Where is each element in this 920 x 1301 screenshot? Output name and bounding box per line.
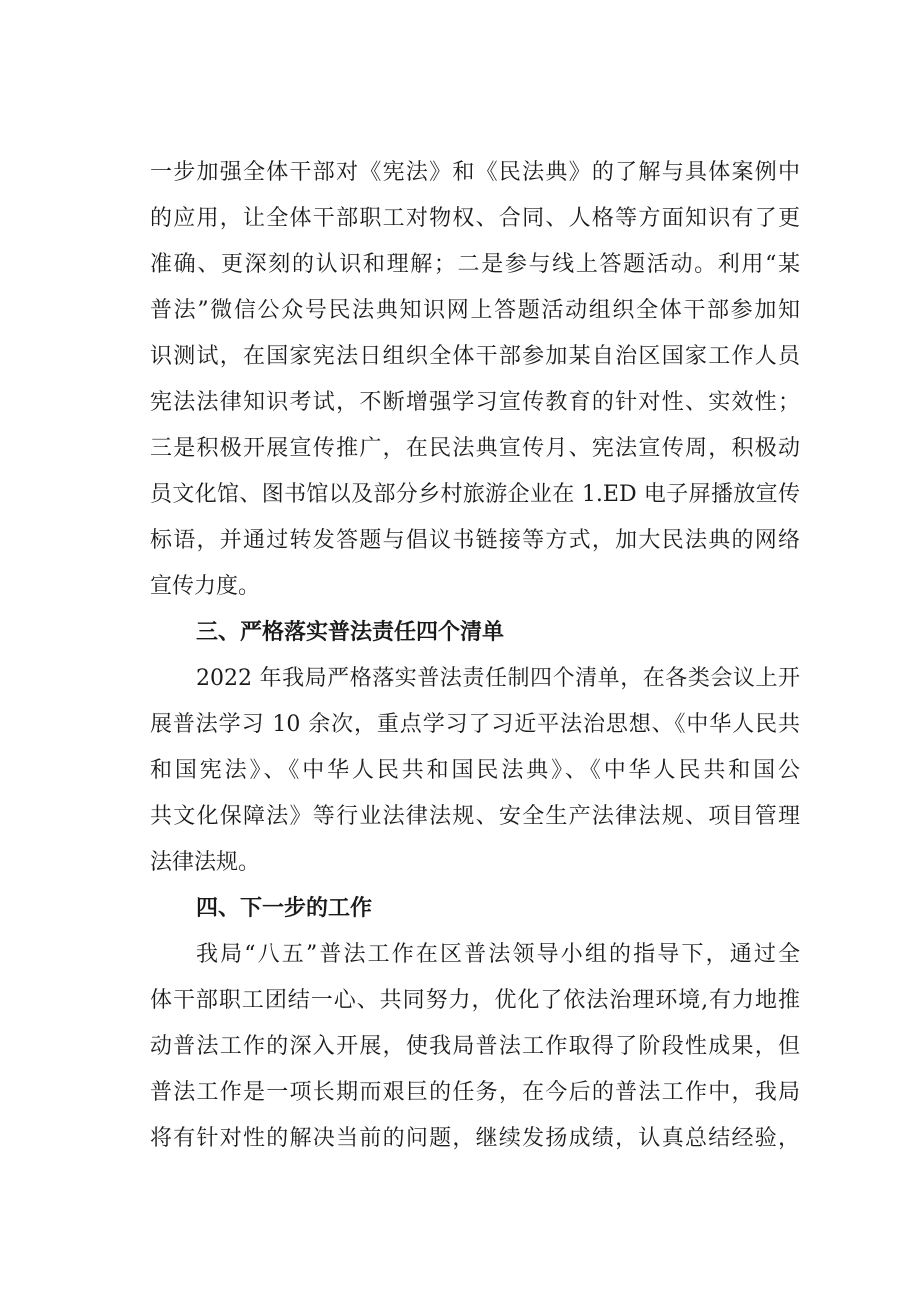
text-line: 的应用，让全体干部职工对物权、合同、人格等方面知识有了更 [150, 206, 800, 231]
text-line: 体干部职工团结一心、共同努力，优化了依法治理环境,有力地推 [150, 988, 800, 1013]
text-line: 和国宪法》、《中华人民共和国民法典》、《中华人民共和国公 [150, 758, 800, 783]
paragraph-four-lists [150, 656, 800, 886]
text-line: 普法工作是一项长期而艰巨的任务，在今后的普法工作中，我局 [150, 1080, 800, 1105]
text-line: 动普法工作的深入开展，使我局普法工作取得了阶段性成果，但 [150, 1034, 800, 1059]
text-line: 员文化馆、图书馆以及部分乡村旅游企业在 1.ED 电子屏播放宣传 [150, 482, 800, 507]
text-line: 宣传力度。 [150, 574, 261, 599]
text-line: 准确、更深刻的认识和理解；二是参与线上答题活动。利用“某 [150, 252, 800, 277]
text-line: 将有针对性的解决当前的问题，继续发扬成绩，认真总结经验， [150, 1126, 800, 1151]
text-line: 共文化保障法》等行业法律法规、安全生产法律法规、项目管理 [150, 804, 800, 829]
text-line: 我局“八五”普法工作在区普法领导小组的指导下，通过全 [196, 942, 800, 967]
text-line: 识测试，在国家宪法日组织全体干部参加某自治区国家工作人员 [150, 344, 800, 369]
section-heading-3: 三、严格落实普法责任四个清单 [196, 620, 505, 645]
text-line: 标语，并通过转发答题与倡议书链接等方式，加大民法典的网络 [150, 528, 800, 553]
text-line: 2022 年我局严格落实普法责任制四个清单，在各类会议上开 [196, 666, 800, 691]
paragraph-next-steps [150, 932, 800, 1162]
paragraph-publicity-activities [150, 150, 800, 610]
text-line: 三是积极开展宣传推广，在民法典宣传月、宪法宣传周，积极动 [150, 436, 800, 461]
section-heading-4: 四、下一步的工作 [196, 896, 373, 921]
text-line: 普法”微信公众号民法典知识网上答题活动组织全体干部参加知 [150, 298, 800, 323]
text-line: 一步加强全体干部对《宪法》和《民法典》的了解与具体案例中 [150, 160, 800, 185]
text-line: 展普法学习 10 余次，重点学习了习近平法治思想、《中华人民共 [150, 712, 800, 737]
text-line: 宪法法律知识考试，不断增强学习宣传教育的针对性、实效性； [150, 390, 800, 415]
text-line: 法律法规。 [150, 850, 261, 875]
document-body [150, 150, 800, 1162]
